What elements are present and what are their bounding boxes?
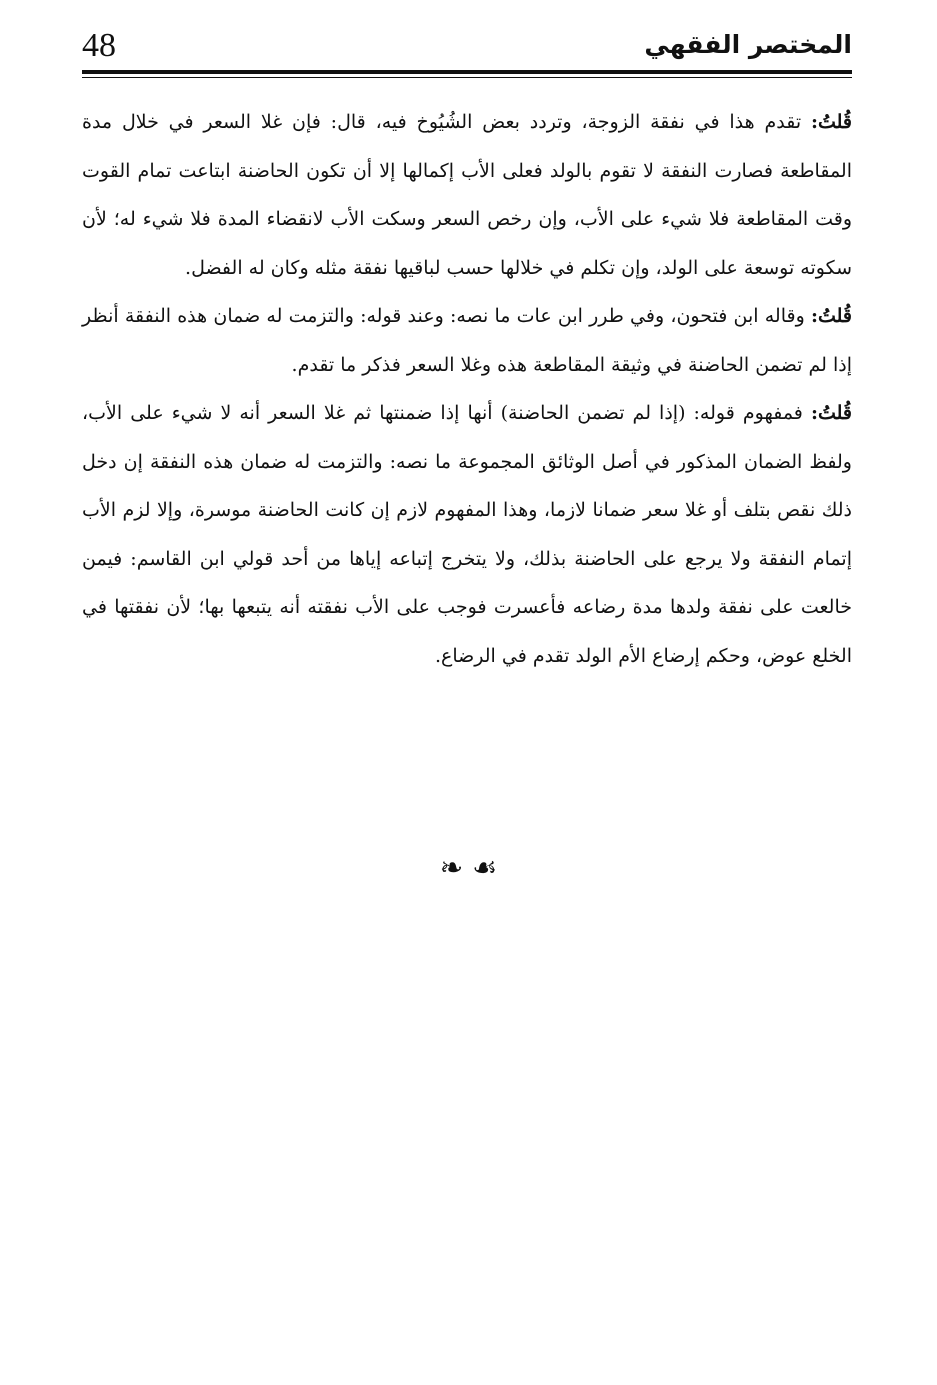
page-header: [82, 22, 852, 70]
body-text: [82, 98, 852, 680]
paragraph-1: [82, 98, 852, 292]
paragraph-lead: قُلتُ:: [810, 402, 852, 424]
header-rule-thick: [82, 70, 852, 74]
paragraph-2: [82, 292, 852, 389]
paragraph-lead: قُلتُ:: [810, 111, 852, 133]
paragraph-3: [82, 389, 852, 680]
book-title: المختصر الفقهي: [644, 30, 852, 59]
page-number: 48: [82, 27, 116, 64]
paragraph-lead: قُلتُ:: [810, 305, 852, 327]
paragraph-text: وقاله ابن فتحون، وفي طرر ابن عات ما نصه: وعند قوله: والتزمت له ضمان هذه النفقة أنظر إذا لم تضمن الحاضنة في وثيقة المقاطعة هذه وغلا السعر فذكر ما تقدم.: [82, 305, 852, 376]
paragraph-text: تقدم هذا في نفقة الزوجة، وتردد بعض الشُيُوخ فيه، قال: فإن غلا السعر في خلال مدة المقاطعة فصارت النفقة لا تقوم بالولد فعلى الأب إكمالها إلا أن تكون الحاضنة ابتاعت تمام القوت وقت المقاطعة فلا شيء على الأب، وإن رخص السعر وسكت الأب لانقضاء المدة فلا شيء له؛ لأن سكوته توسعة على الولد، وإن تكلم في خلالها حسب لباقيها نفقة مثله وكان له الفضل.: [82, 111, 852, 279]
paragraph-text: فمفهوم قوله: (إذا لم تضمن الحاضنة) أنها إذا ضمنتها ثم غلا السعر أنه لا شيء على الأب، ولفظ الضمان المذكور في أصل الوثائق المجموعة ما نصه: والتزمت له ضمان هذه النفقة إن دخل ذلك نقص بتلف أو غلا سعر ضمانا لازما، وهذا المفهوم لازم إن كانت الحاضنة موسرة، وإلا لزم الأب إتمام النفقة ولا يرجع على الحاضنة بذلك، ولا يتخرج إتباعه إياها من أحد قولي ابن القاسم: فيمن خالعت على نفقة ولدها مدة رضاعه فأعسرت فوجب على الأب نفقته أنه يتبعها بها؛ لأن نفقتها في الخلع عوض، وحكم إرضاع الأم الولد تقدم في الرضاع.: [82, 402, 852, 667]
section-end-ornament: ❧ ☙: [439, 851, 498, 884]
header-rule-thin: [82, 77, 852, 78]
